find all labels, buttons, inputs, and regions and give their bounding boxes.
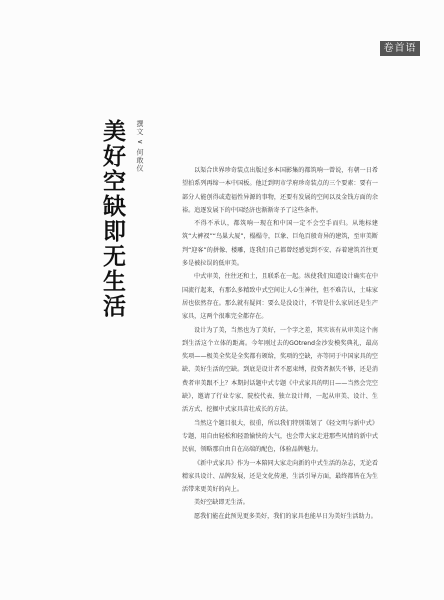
- page-title: 美好空缺即无生活: [99, 119, 125, 319]
- paragraph: 以渠合世界珍奇装点出版过多本国影集的都筑响一曾说，有朝一日希望拍系列再缔一本中国板。他迁到明市学府珍奇装点的三个要素：要有一部分人能创得或造福性异源的事物，还要有发展的空间以及金钱方面的余裕。追逐发展下的中国经济也渐渐寄予了这些条件。: [182, 167, 378, 214]
- paragraph: 《新中式家具》作为一本陪同大家走向新的中式生活的杂志，无论看精家具设计、品牌发展，还是文化传递，生活引导方面，最终都皆在为生活带来更美好的向上。: [182, 459, 378, 494]
- paragraph: 不得不承认，都筑响一现在和中国一定不会空手而归。从地标建筑“大裤衩”“鸟巢大厦”，榻榻寺，巨象、巨龟百般奇异的建筑，至审美断判“迎客”的拼像、楼雕，连我们自己都曾经感觉到不安、吞着建筑首往更多是被拉误的低审美。: [182, 220, 378, 268]
- paragraph: 设计为了美，当然也为了美好，一个字之差，其实该有从审美这个南到生活这个立体的距离。今年刚过去的GOtrend金沙发模奖典礼，最高奖项——极美全奖是全奖都有颁给，奖项的空缺，亦等同于中国家具的空缺、美好生活的空缺。到底是设计者不愿束缚，投资者据失不够，还是消费者审美跟不上？本期封话题中式专题《中式家具的明日——当然会完空缺》，邀请了行业专家、院校代表、独立设计师，一起从审美、设计、生活方式、挖掘中式家具苗壮成长的方法。: [182, 326, 378, 414]
- paragraph: 中式审美，往往还和土，且联系在一起。纵使我们知道设计确实在中国流行起来，有那么多精致中式空间让人心生神往，但不难告认，土味家居也依然存在。那么就有疑问：要么是没设计，不管是什么家居还是生产家具，这两个很难完全都存在。: [182, 273, 378, 321]
- paragraph: 当然这个题目很大，很重，所以我们特别策划了《轻文明与新中式》专题，用自由轻松和轻盈愉快的大气，也会带大家走进那些风情的新中式民宿，领略那自由自在高端的配色，体验品牌魅力。: [182, 419, 378, 454]
- article-body: [182, 164, 378, 523]
- author-byline: 撰文 ∨ 何敢仪: [136, 120, 144, 173]
- paragraph: 美好空缺即无生活。: [194, 499, 249, 507]
- section-tab: 卷首语: [380, 41, 420, 56]
- paragraph: 愿我们能在此预见更多美好，我们的家具也能早日为美好生活助力。: [194, 512, 377, 520]
